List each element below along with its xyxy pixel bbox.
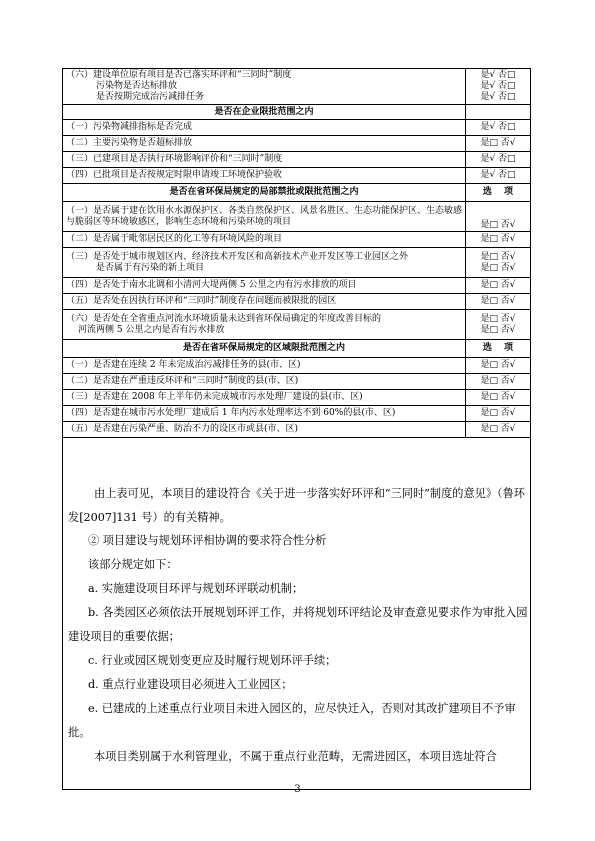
option-cell	[466, 390, 531, 406]
body-paragraph: b. 各类园区必须依法开展规划环评工作，并将规划环评结论及审查意见要求作为审批入园建设项目的重要依据；	[68, 606, 528, 643]
table-row	[63, 152, 531, 168]
section-header-row	[63, 105, 531, 120]
body-paragraph: 本项目类别属于水利管理业，不属于重点行业范畴，无需进园区，本项目选址符合	[94, 750, 497, 763]
option-cell	[466, 69, 531, 105]
table-row	[63, 136, 531, 152]
option-cell	[466, 422, 531, 438]
item-text: （五）是否建在污染严重、防治不力的设区市或县(市、区)	[66, 424, 299, 434]
option-cell	[466, 152, 531, 168]
table-row	[63, 202, 531, 232]
option-value: 是□ 否√	[480, 220, 516, 230]
item-text: （一）是否属于建在饮用水水源保护区、各类自然保护区、风景名胜区、生态功能保护区、生态敏感与脆弱区等环境敏感区，影响生态环境和污染环境的项目	[66, 205, 463, 227]
body-paragraph: d. 重点行业建设项目必须进入工业园区；	[88, 678, 293, 691]
table-row	[63, 278, 531, 294]
option-cell	[466, 136, 531, 152]
option-cell	[466, 202, 531, 232]
section-header: 是否在省环保局规定的区域限批范围之内	[63, 340, 466, 358]
option-value: 是□ 否√	[480, 392, 516, 402]
item-text: 是否属于有污染的新上项目	[96, 262, 205, 273]
item-cell	[63, 69, 466, 105]
section-header: 是否在企业限批范围之内	[63, 105, 466, 120]
option-value: 是□ 否√	[480, 360, 516, 370]
table-row	[63, 310, 531, 340]
item-text: 河流两侧 5 公里之内是否有污水排放	[78, 324, 225, 335]
body-paragraph: 由上表可见，本项目的建设符合《关于进一步落实好环评和“三同时”制度的意见》（鲁环发[2007]131 号）的有关精神。	[68, 487, 525, 524]
section-header-row	[63, 184, 531, 202]
option-value: 是□ 否√	[480, 324, 516, 335]
option-value: 是√ 否□	[480, 81, 516, 91]
options-header	[466, 105, 531, 120]
item-text: （三）已建项目是否执行环境影响评价和“三同时”制度	[66, 154, 283, 164]
option-value: 是□ 否√	[480, 138, 516, 148]
section-header-row	[63, 340, 531, 358]
section-header: 是否在省环保局规定的局部禁批或限批范围之内	[63, 184, 466, 202]
item-cell	[63, 168, 466, 184]
option-cell	[466, 374, 531, 390]
page-number: 3	[294, 784, 301, 795]
item-text: （六）建设单位原有项目是否已落实环评和“三同时”制度	[66, 70, 292, 80]
options-header: 选 项	[466, 340, 531, 358]
option-cell	[466, 310, 531, 340]
body-paragraph: ② 项目建设与规划环评相协调的要求符合性分析	[88, 534, 327, 547]
item-text: （二）是否建在严重违反环评和“三同时”制度的县(市、区)	[66, 376, 299, 386]
option-cell	[466, 168, 531, 184]
table-row	[63, 374, 531, 390]
option-cell	[466, 248, 531, 278]
option-value: 是√ 否□	[480, 92, 516, 102]
options-header: 选 项	[466, 184, 531, 202]
option-value: 是□ 否√	[480, 313, 516, 324]
table-row	[63, 406, 531, 422]
item-text: （二）主要污染物是否超标排放	[66, 138, 193, 148]
item-text: （六）是否处在全省重点河流水环境质量未达到省环保局确定的年度改善目标的	[66, 313, 382, 324]
item-cell	[63, 248, 466, 278]
item-text: （四）是否建在城市污水处理厂建成后 1 年内污水处理率达不到 60%的县(市、区)	[66, 408, 396, 418]
item-cell	[63, 406, 466, 422]
requirements-table	[62, 68, 531, 438]
item-text: 是否按期完成治污减排任务	[96, 92, 205, 102]
item-cell	[63, 310, 466, 340]
body-paragraph: e. 已建成的上述重点行业项目未进入园区的，应尽快迁入，否则对其改扩建项目不予审批。	[68, 702, 516, 739]
item-text: （四）是否处于南水北调和小清河大堤两侧 5 公里之内有污水排放的项目	[66, 280, 357, 290]
item-cell	[63, 390, 466, 406]
item-text: 污染物是否达标排放	[96, 81, 178, 91]
option-value: 是√ 否□	[480, 154, 516, 164]
option-cell	[466, 120, 531, 136]
option-value: 是□ 否√	[480, 296, 516, 306]
option-value: 是√ 否□	[480, 70, 516, 80]
item-cell	[63, 358, 466, 374]
item-cell	[63, 202, 466, 232]
option-cell	[466, 358, 531, 374]
option-value: 是□ 否√	[480, 280, 516, 290]
option-value: 是□ 否√	[480, 262, 516, 273]
table-row	[63, 390, 531, 406]
item-cell	[63, 278, 466, 294]
item-text: （一）污染物减排指标是否完成	[66, 122, 193, 132]
body-paragraph: c. 行业或园区规划变更应及时履行规划环评手续；	[88, 654, 337, 667]
option-value: 是√ 否□	[480, 170, 516, 180]
item-cell	[63, 152, 466, 168]
table-row	[63, 358, 531, 374]
item-text: （三）是否建在 2008 年上半年仍未完成城市污水处理厂建设的县(市、区)	[66, 392, 363, 402]
option-cell	[466, 406, 531, 422]
item-cell	[63, 232, 466, 248]
item-text: （一）是否建在连续 2 年未完成治污减排任务的县(市、区)	[66, 360, 301, 370]
table-row	[63, 248, 531, 278]
table-row	[63, 69, 531, 105]
table-row	[63, 294, 531, 310]
option-value: 是□ 否√	[480, 424, 516, 434]
item-cell	[63, 136, 466, 152]
item-text: （四）已批项目是否按规定时限申请竣工环境保护验收	[66, 170, 283, 180]
body-paragraph: 该部分规定如下：	[88, 558, 178, 571]
table-row	[63, 120, 531, 136]
item-text: （三）是否处于城市规划区内、经济技术开发区和高新技术产业开发区等工业园区之外	[66, 251, 409, 262]
option-value: 是□ 否√	[480, 408, 516, 418]
item-cell	[63, 294, 466, 310]
item-cell	[63, 120, 466, 136]
table-row	[63, 422, 531, 438]
item-cell	[63, 422, 466, 438]
item-text: （二）是否属于毗邻居民区的化工等有环境风险的项目	[66, 234, 283, 244]
option-value: 是□ 否√	[480, 376, 516, 386]
option-cell	[466, 232, 531, 248]
option-cell	[466, 278, 531, 294]
option-cell	[466, 294, 531, 310]
table-row	[63, 232, 531, 248]
option-value: 是□ 否√	[480, 251, 516, 262]
item-text: （五）是否处在因执行环评和“三同时”制度存在问题而被限批的园区	[66, 296, 337, 306]
option-value: 是□ 否√	[480, 234, 516, 244]
option-value: 是√ 否□	[480, 122, 516, 132]
item-cell	[63, 374, 466, 390]
body-paragraph: a. 实施建设项目环评与规划环评联动机制；	[88, 582, 304, 595]
table-row	[63, 168, 531, 184]
